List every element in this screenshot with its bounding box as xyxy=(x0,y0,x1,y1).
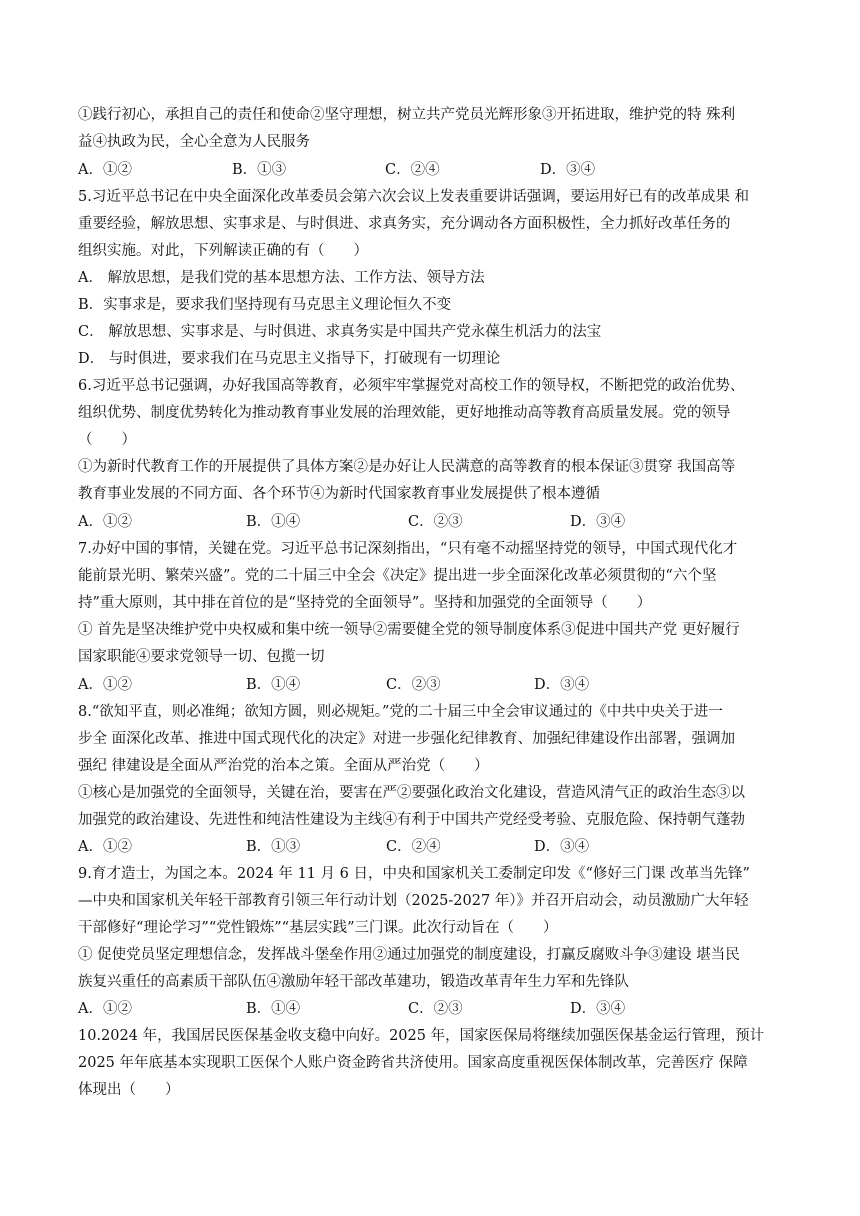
q8-statements-line-2: 加强党的政治建设、先进性和纯洁性建设为主线④有利于中国共产党经受考验、克服危险、保持朝气蓬勃 xyxy=(78,812,745,828)
q5-stem-line-1: 5.习近平总书记在中央全面深化改革委员会第六次会议上发表重要讲话强调，要运用好已有的改革成果 和 xyxy=(78,189,749,205)
q5-option-d[interactable]: D． 与时俱进，要求我们在马克思主义指导下，打破现有一切理论 xyxy=(78,351,501,367)
q6-statements-line-2: 教育事业发展的不同方面、各个环节④为新时代国家教育事业发展提供了根本遵循 xyxy=(78,486,600,502)
q7-option-a[interactable]: A．①② xyxy=(78,677,132,693)
q4-statements-line-2: 益④执政为民，全心全意为人民服务 xyxy=(78,134,310,150)
q9-option-b[interactable]: B．①④ xyxy=(246,1001,301,1017)
q8-option-d[interactable]: D．③④ xyxy=(534,839,590,855)
q5-option-b[interactable]: B．实事求是，要求我们坚持现有马克思主义理论恒久不变 xyxy=(78,297,452,313)
q10-stem-line-2: 2025 年年底基本实现职工医保个人账户资金跨省共济使用。国家高度重视医保体制改革，完善医疗 保障 xyxy=(78,1055,748,1071)
q8-stem-line-3: 强纪 律建设是全面从严治党的治本之策。全面从严治党（ ） xyxy=(78,758,489,774)
q4-option-d[interactable]: D．③④ xyxy=(540,162,596,178)
q6-option-b[interactable]: B．①④ xyxy=(246,514,301,530)
q7-stem-line-1: 7.办好中国的事情，关键在党。习近平总书记深刻指出，“只有毫不动摇坚持党的领导，中国式现代化才 xyxy=(78,541,738,557)
q7-statements-line-1: ① 首先是坚决维护党中央权威和集中统一领导②需要健全党的领导制度体系③促进中国共产党 更好履行 xyxy=(78,622,740,638)
q5-option-c[interactable]: C． 解放思想、实事求是、与时俱进、求真务实是中国共产党永葆生机活力的法宝 xyxy=(78,324,602,340)
q4-statements-line-1: ①践行初心，承担自己的责任和使命②坚守理想，树立共产党员光辉形象③开拓进取，维护党的特 殊利 xyxy=(78,107,736,123)
q8-statements-line-1: ①核心是加强党的全面领导，关键在治，要害在严②要强化政治文化建设，营造风清气正的政治生态③以 xyxy=(78,785,745,801)
q4-option-b[interactable]: B．①③ xyxy=(232,162,287,178)
q6-stem-line-3: （ ） xyxy=(78,432,136,448)
q8-option-a[interactable]: A．①② xyxy=(78,839,132,855)
q10-stem-line-1: 10.2024 年，我国居民医保基金收支稳中向好。2025 年，国家医保局将继续加强医保基金运行管理，预计 xyxy=(78,1028,765,1044)
q5-option-a[interactable]: A． 解放思想，是我们党的基本思想方法、工作方法、领导方法 xyxy=(78,270,485,286)
q9-stem-line-1: 9.育才造士，为国之本。2024 年 11 月 6 日，中央和国家机关工委制定印发《“修好三门课 改革当先锋” xyxy=(78,866,750,882)
q6-option-d[interactable]: D．③④ xyxy=(570,514,626,530)
q8-stem-line-1: 8.“欲知平直，则必准绳；欲知方圆，则必规矩。”党的二十届三中全会审议通过的《中共中央关于进一 xyxy=(78,704,723,720)
q6-statements-line-1: ①为新时代教育工作的开展提供了具体方案②是办好让人民满意的高等教育的根本保证③贯穿 我国高等 xyxy=(78,459,736,475)
q9-stem-line-2: —中央和国家机关年轻干部教育引领三年行动计划（2025-2027 年）》并召开启动会，动员激励广大年轻 xyxy=(78,893,749,909)
q8-option-b[interactable]: B．①③ xyxy=(246,839,301,855)
q4-option-c[interactable]: C．②④ xyxy=(385,162,440,178)
q10-stem-line-3: 体现出（ ） xyxy=(78,1082,180,1098)
q5-stem-line-2: 重要经验，解放思想、实事求是、与时俱进、求真务实，充分调动各方面积极性，全力抓好改革任务的 xyxy=(78,216,731,232)
q9-stem-line-3: 干部修好“理论学习”“党性锻炼”“基层实践”三门课。此次行动旨在（ ） xyxy=(78,920,558,936)
q9-option-d[interactable]: D．③④ xyxy=(570,1001,626,1017)
q4-option-a[interactable]: A．①② xyxy=(78,162,132,178)
q7-option-b[interactable]: B．①④ xyxy=(246,677,301,693)
q7-option-d[interactable]: D．③④ xyxy=(534,677,590,693)
q9-option-a[interactable]: A．①② xyxy=(78,1001,132,1017)
q9-statements-line-1: ① 促使党员坚定理想信念，发挥战斗堡垒作用②通过加强党的制度建设，打赢反腐败斗争③建设 堪当民 xyxy=(78,947,740,963)
q6-option-c[interactable]: C．②③ xyxy=(408,514,463,530)
q9-statements-line-2: 族复兴重任的高素质干部队伍④激励年轻干部改革建功，锻造改革青年生力军和先锋队 xyxy=(78,974,629,990)
q7-option-c[interactable]: C．②③ xyxy=(386,677,441,693)
q8-option-c[interactable]: C．②④ xyxy=(386,839,441,855)
q7-stem-line-3: 持”重大原则，其中排在首位的是“坚持党的全面领导”。坚持和加强党的全面领导（ ） xyxy=(78,595,652,611)
q6-stem-line-1: 6.习近平总书记强调，办好我国高等教育，必须牢牢掌握党对高校工作的领导权，不断把党的政治优势、 xyxy=(78,378,745,394)
q8-stem-line-2: 步全 面深化改革、推进中国式现代化的决定》对进一步强化纪律教育、加强纪律建设作出部署，强调加 xyxy=(78,731,736,747)
q7-stem-line-2: 能前景光明、繁荣兴盛”。党的二十届三中全会《决定》提出进一步全面深化改革必须贯彻的“六个坚 xyxy=(78,568,717,584)
q6-stem-line-2: 组织优势、制度优势转化为推动教育事业发展的治理效能，更好地推动高等教育高质量发展。党的领导 xyxy=(78,405,731,421)
q7-statements-line-2: 国家职能④要求党领导一切、包揽一切 xyxy=(78,649,325,665)
q6-option-a[interactable]: A．①② xyxy=(78,514,132,530)
q5-stem-line-3: 组织实施。对此，下列解读正确的有（ ） xyxy=(78,243,368,259)
q9-option-c[interactable]: C．②③ xyxy=(408,1001,463,1017)
